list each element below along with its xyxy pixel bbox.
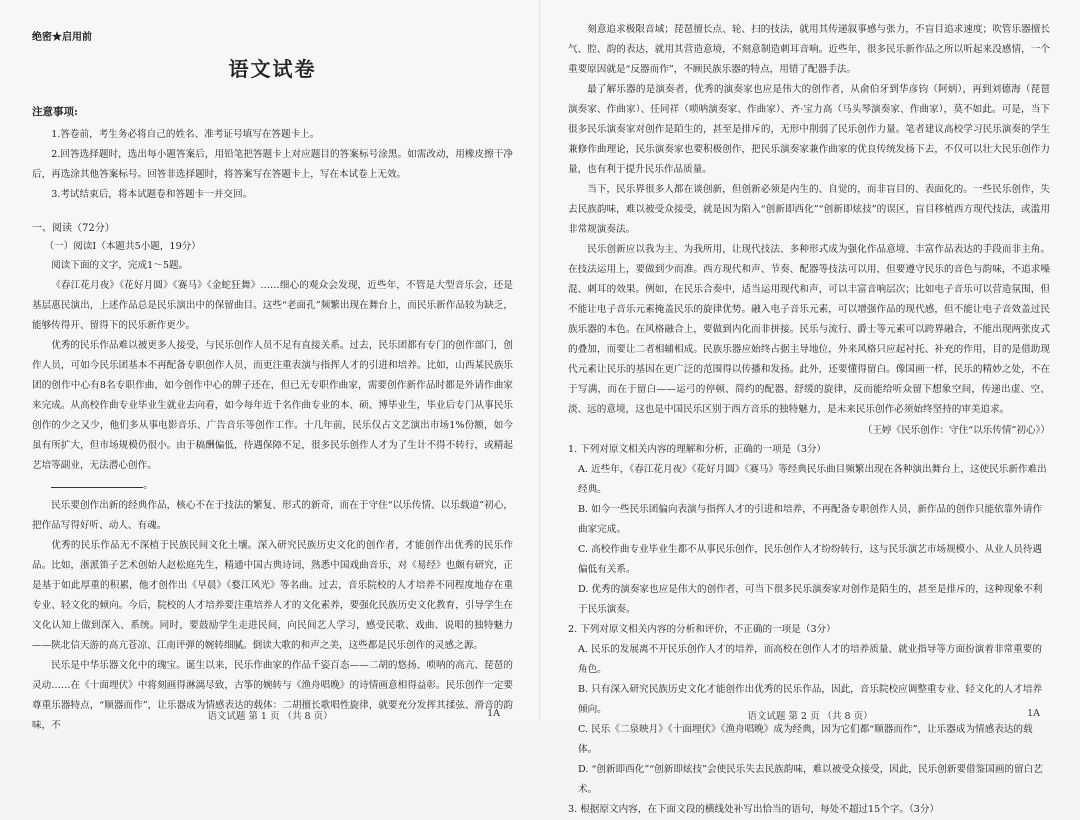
question-stem: 2. 下列对原文相关内容的分析和评价，不正确的一项是（3分）	[568, 624, 836, 635]
blank-suffix: 。	[143, 480, 153, 491]
citation: （王婷《民乐创作：守住“以乐传情”初心》）	[862, 425, 1050, 436]
section-heading: 一、阅读（72分）	[32, 223, 115, 234]
passage-paragraph: 优秀的民乐作品无不深植于民族民间文化土壤。深入研究民族历史文化的创作者，才能创作出优秀的民乐作品。比如，浙派笛子艺术创始人赵松庭先生，精通中国古典诗词，熟悉中国戏曲音乐，对《易经》也颇有研究，正是基于如此厚重的积累，他才创作出《早晨》《婺江风光》等名曲。过去，音乐院校的人才培养不同程度地存在重专业、轻文化的倾向。今后，院校的人才培养要注重培养人才的文化素养，要强化民族历史文化教育，引导学生在文化认知上做到深入、系统。同时，要鼓励学生走进民间，向民间艺人学习，感受民歌、戏曲、说唱的独特魅力——陕北信天游的高亢苍凉、江南评弹的婉转细腻。倒读大歌的和声之美，这些都是民乐创作的灵感之源。	[32, 540, 513, 651]
passage-paragraph: 民乐是中华乐器文化中的瑰宝。诞生以来，民乐作曲家的作品千姿百态——二胡的悠扬、唢呐的高亢、琵琶的灵动……在《十面埋伏》中将刻画得淋漓尽致，古筝的婉转与《渔舟唱晚》的诗情画意相得益彰。民乐创作一定要尊重乐器特点，“顺器而作”，让乐器成为情感表达的载体：二胡擅长歌唱性旋律，就要充分发挥其揉弦、滑音的韵味，不	[32, 660, 513, 731]
page-number: 语文试题 第 2 页 （共 8 页）	[747, 711, 873, 722]
question-stem: 1. 下列对原文相关内容的理解和分析，正确的一项是（3分）	[568, 444, 827, 455]
passage-paragraph: 最了解乐器的是演奏者，优秀的演奏家也应是伟大的创作者，从俞伯牙到华彦钧（阿炳），再到刘德海（琵琶演奏家、作曲家）、任同祥（唢呐演奏家、作曲家）、齐·宝力高（马头琴演奏家、作曲家），莫不如此。可是，当下很多民乐演奏家对创作是陌生的，甚至是排斥的，无形中削弱了民乐创作力量。笔者建议高校学习民乐演奏的学生兼修作曲理论，民乐演奏家也要积极创作，把民乐演奏家兼作曲家的优良传统发扬下去，不仅可以壮大民乐创作力量，也有利于提升民乐作品质量。	[568, 84, 1050, 175]
page-number: 语文试题 第 1 页 （共 8 页）	[207, 711, 333, 722]
page-2	[540, 0, 1080, 815]
passage-paragraph: 优秀的民乐作品难以被更多人接受，与民乐创作人员不足有直接关系。过去，民乐团都有专门的创作部门，创作人员，可如今民乐团基本不再配备专职创作人员，而更注重表演与指挥人才的引进和培养。比如，山西某民族乐团的创作中心有8名专职作曲，如今创作中心的牌子还在，但已无专职作曲家，需要创作新作品时都是外请作曲家来完成。从高校作曲专业毕业生就业去向看，如今每年近千名作曲专业的本、硕、博毕业生，毕业后专门从事民乐创作的少之又少，他们多从事电影音乐、广告音乐等创作工作。十几年前，民乐仅占文艺演出市场1%份额，如今虽有所扩大，但市场规模仍很小。由于稿酬偏低，待遇保障不足，很多民乐创作人才为了生计不得不转行，或精起艺培等副业，无法潜心创作。	[32, 340, 513, 471]
exam-title: 语文试卷	[228, 57, 317, 81]
passage-paragraph: 《春江花月夜》《花好月圆》《赛马》《金蛇狂舞》……细心的观众会发现，近些年，不管是大型音乐会，还是基层惠民演出，上述作品总是民乐演出中的保留曲目。这些“老面孔”频繁出现在舞台上，而民乐新作品较为缺乏，能够传得开、留得下的民乐新作更少。	[32, 280, 513, 331]
paper-code: 1A	[1027, 708, 1040, 719]
page-1	[0, 0, 540, 731]
passage-paragraph: 民乐创新应以我为主、为我所用，让现代技法、多种形式成为强化作品意境、丰富作品表达的手段而非主角。在技法运用上，要做到少而准。西方现代和声、节奏、配器等技法可以用，但要遵守民乐的音色与韵味，不追求噪混、刺耳的效果。例如，在民乐合奏中，适当运用现代和声，可以丰富音响层次；比如电子音乐可以营造氛围，但不能让电子音乐元素掩盖民乐的旋律优势。融入电子音乐元素，可以增强作品的现代感，但不能让电子音效盖过民族乐器的本色。在风格融合上，要做到内化而非拼接。民乐与流行、爵士等元素可以跨界融合，不能出现两张皮式的叠加，而要让二者相辅相成。民族乐器应始终占据主导地位，外来风格只应起衬托、补充的作用，目的是借助现代元素让民乐的基因在更广泛的范围得以传播和发扬。此外，还要懂得留白。像国画一样，民乐的精妙之处，不在于写满，而在于留白——运弓的停顿、简约的配器、舒缓的旋律，反而能给听众留下想象空间，传递出虚、空、淡、远的意境，这也是中国民乐区别于西方音乐的独特魅力，是未来民乐创作必须始终坚持的审美追求。	[568, 244, 1050, 415]
question-option: D. “创新即西化”“创新即炫技”会使民乐失去民族韵味，难以被受众接受，因此，民乐创新要借鉴国画的留白艺术。	[578, 764, 1043, 795]
notice-item: 3.考试结束后，将本试题卷和答题卡一并交回。	[51, 189, 253, 200]
question-option: A. 近些年，《春江花月夜》《花好月圆》《赛马》等经典民乐曲目频繁出现在各种演出舞台上，这使民乐新作难出经典。	[578, 464, 1047, 495]
passage-paragraph: 民乐要创作出新的经典作品，核心不在于技法的繁复、形式的新奇，而在于守住“以乐传情、以乐载道”初心，把作品写得好听、动人、有魂。	[32, 500, 513, 531]
passage-paragraph: 刻意追求极限音域；琵琶擅长点、轮、扫的技法，就用其传递叙事感与张力，不盲目追求速度；吹管乐器擅长气、腔、韵的表达，就用其营造意境，不刻意制造刺耳音响。近些年，很多民乐新作品之所以听起来没感情，一个重要原因就是“反器而作”，不顾民族乐器的特点，用错了配器手法。	[568, 24, 1050, 75]
secret-mark: 绝密★启用前	[32, 32, 92, 43]
paper-code: 1A	[487, 708, 500, 719]
question-option: C. 民乐《二泉映月》《十面埋伏》《渔舟唱晚》成为经典，因为它们都“顺器而作”，让乐器成为情感表达的载体。	[578, 724, 1033, 755]
notice-item: 2.回答选择题时，选出每小题答案后，用铅笔把答题卡上对应题目的答案标号涂黑。如需改动，用橡皮擦干净后，再选涂其他答案标号。回答非选择题时，将答案写在答题卡上，写在本试卷上无效。	[32, 149, 513, 180]
fill-blank	[51, 477, 143, 488]
question-option: B. 只有深入研究民族历史文化才能创作出优秀的民乐作品，因此，音乐院校应调整重专业、轻文化的人才培养倾向。	[578, 684, 1043, 715]
blank-line-paragraph	[32, 476, 513, 496]
notice-title: 注意事项:	[32, 106, 78, 118]
question-option: D. 优秀的演奏家也应是伟大的创作者，可当下很多民乐演奏家对创作是陌生的，甚至是排斥的，这种现象不利于民乐演奏。	[578, 584, 1043, 615]
question-stem: 3. 根据原文内容，在下面文段的横线处补写出恰当的语句，每处不超过15个字。（3分）	[568, 804, 940, 815]
question-option: B. 如今一些民乐团偏向表演与指挥人才的引进和培养，不再配备专职创作人员，新作品的创作只能依靠外请作曲家完成。	[578, 504, 1043, 535]
question-option: A. 民乐的发展离不开民乐创作人才的培养，而高校在创作人才的培养质量、就业指导等方面扮演着非常重要的角色。	[578, 644, 1042, 675]
instruction: 阅读下面的文字，完成1～5题。	[51, 260, 189, 271]
passage-paragraph: 当下，民乐界很多人都在谈创新，但创新必须是内生的、自觉的，而非盲目的、表面化的。一些民乐创作，失去民族韵味，难以被受众接受，就是因为陷入“创新即西化”“创新即炫技”的误区，盲目移植西方现代技法，或滥用非常规演奏法。	[568, 184, 1050, 235]
notice-item: 1.答卷前，考生务必将自己的姓名、准考证号填写在答题卡上。	[51, 129, 320, 140]
question-option: C. 高校作曲专业毕业生都不从事民乐创作，民乐创作人才纷纷转行，这与民乐演艺市场规模小、从业人员待遇偏低有关系。	[578, 544, 1043, 575]
subsection-heading: （一）阅读Ⅰ（本题共5小题，19分）	[44, 241, 201, 252]
